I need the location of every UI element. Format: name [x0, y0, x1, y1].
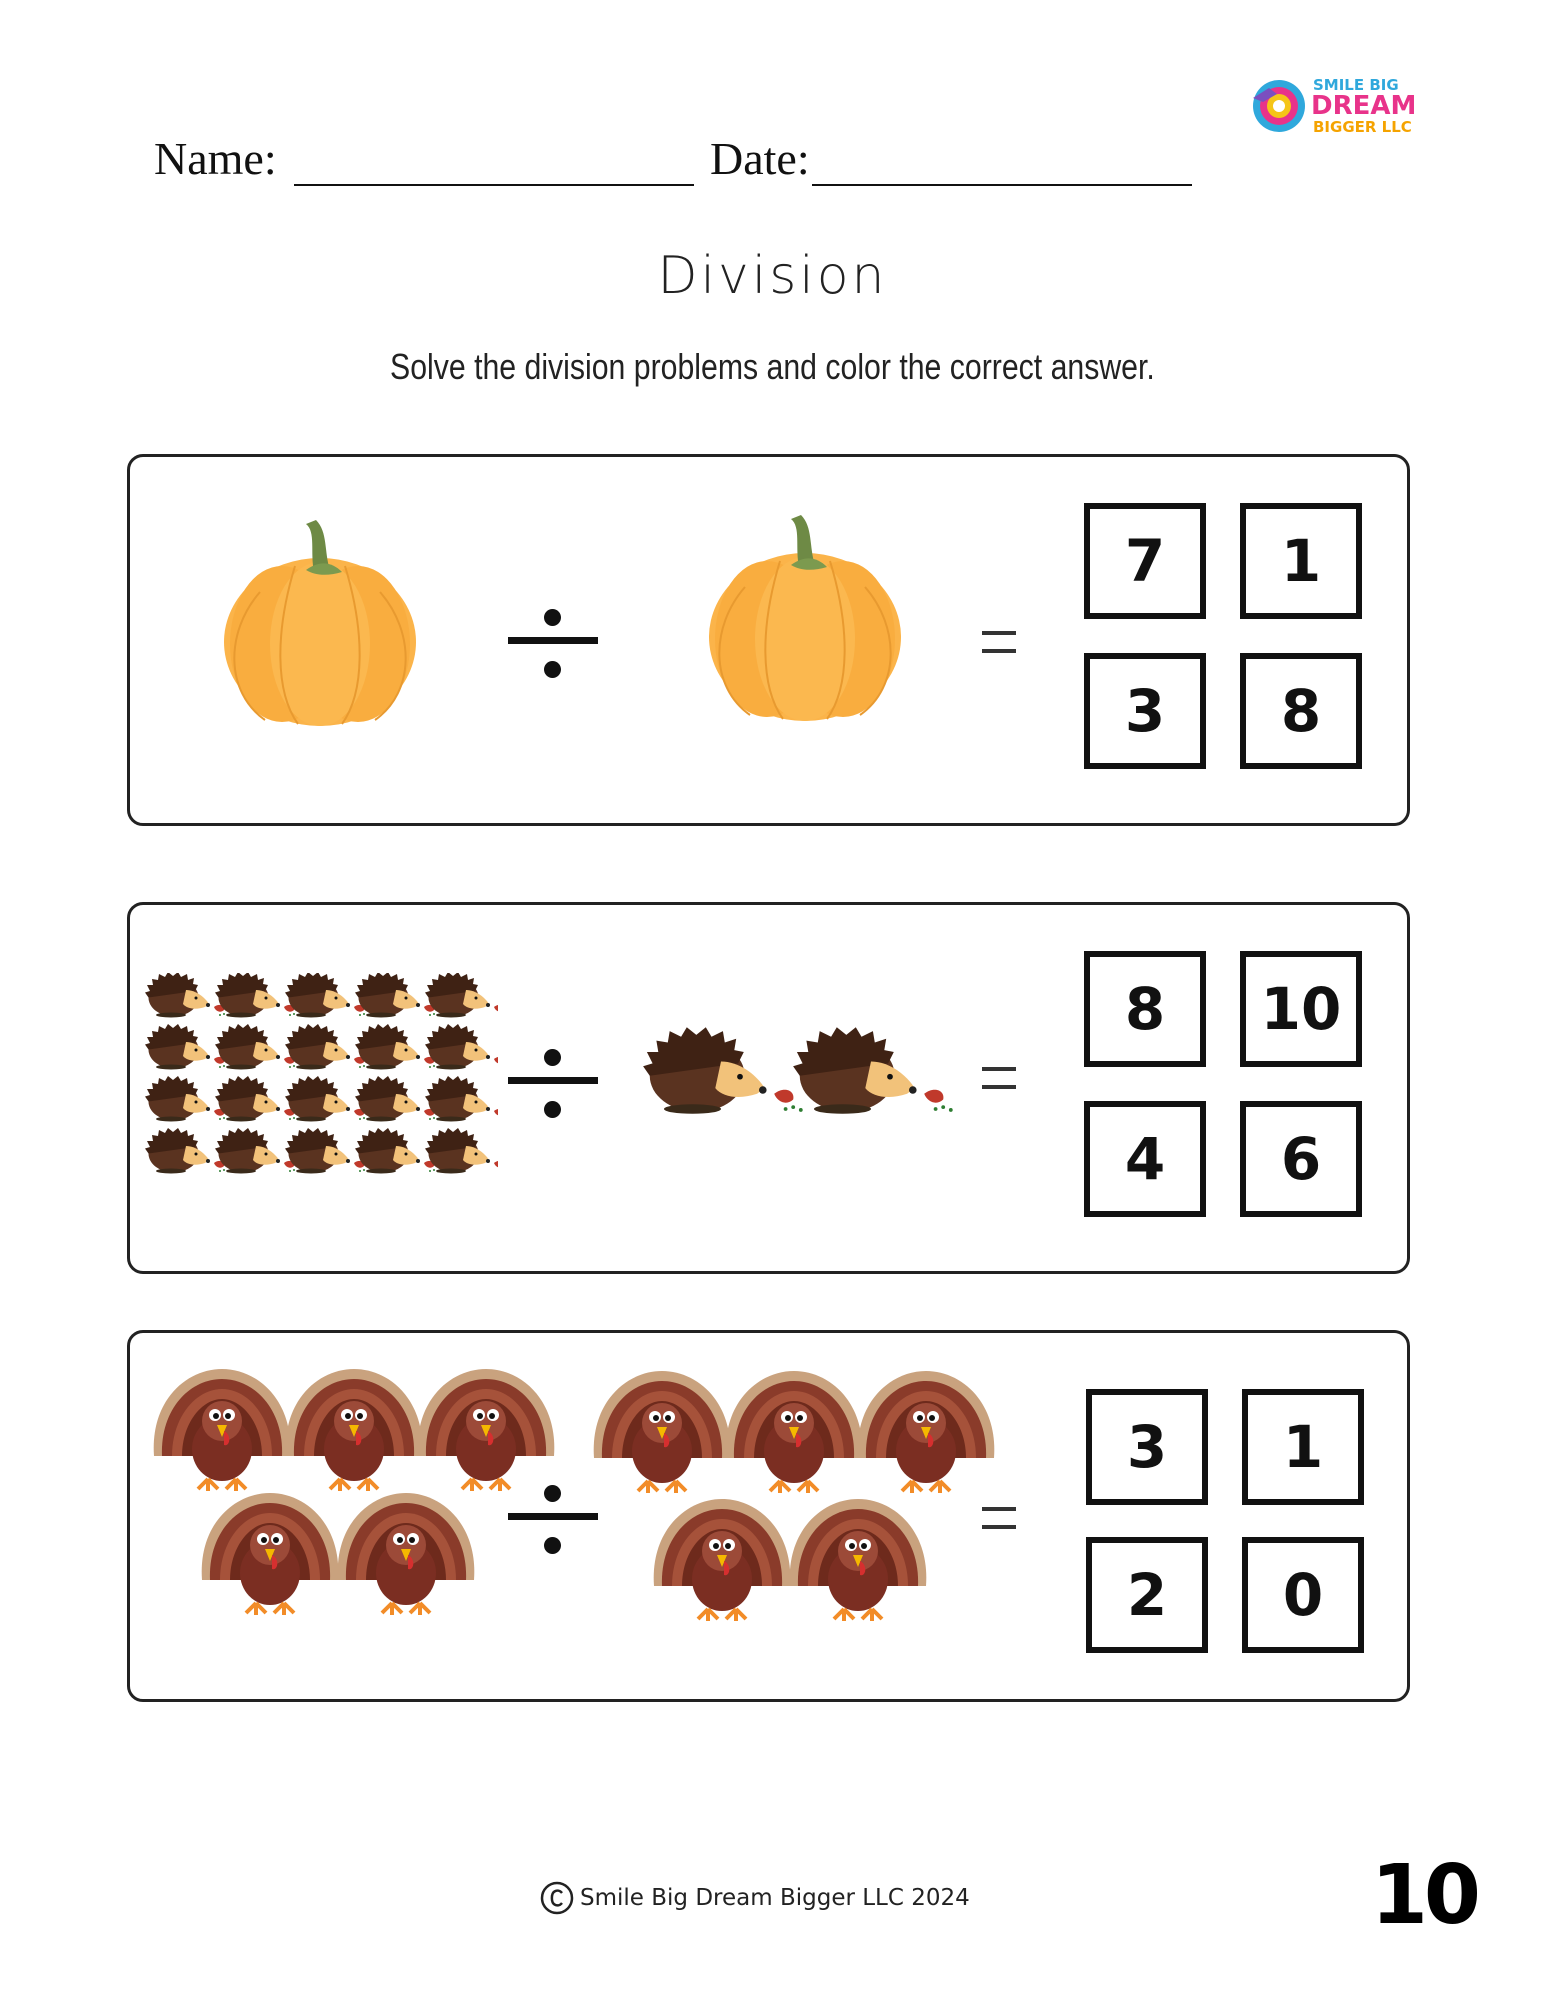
division-sign-icon [508, 1479, 598, 1555]
answer-choice[interactable]: 1 [1242, 1389, 1364, 1505]
name-date-row [154, 132, 1194, 192]
answer-choice[interactable]: 7 [1084, 503, 1206, 619]
problem-3 [127, 1330, 1410, 1702]
logo-line-1: SMILE BIG [1313, 76, 1399, 94]
answer-choice[interactable]: 8 [1240, 653, 1362, 769]
pumpkin-icon [215, 517, 425, 727]
footer [540, 1878, 970, 1918]
name-label: Name: [154, 133, 277, 184]
answer-choice[interactable]: 3 [1086, 1389, 1208, 1505]
equals-sign-icon [982, 1065, 1016, 1093]
turkey-group-icon [590, 1365, 1010, 1627]
problem-2 [127, 902, 1410, 1274]
company-logo [1247, 68, 1427, 140]
copyright-text: Smile Big Dream Bigger LLC 2024 [580, 1885, 970, 1911]
page-title: Division [657, 246, 888, 306]
page-number: 10 [1370, 1848, 1477, 1943]
pumpkin-icon [700, 512, 910, 722]
copyright-icon [540, 1881, 574, 1915]
answer-choice[interactable]: 6 [1240, 1101, 1362, 1217]
answer-choice[interactable]: 0 [1242, 1537, 1364, 1653]
answer-choice[interactable]: 10 [1240, 951, 1362, 1067]
logo-line-2: DREAM [1311, 91, 1417, 121]
date-label: Date: [710, 133, 810, 184]
answer-choice[interactable]: 3 [1084, 653, 1206, 769]
answer-choice[interactable]: 4 [1084, 1101, 1206, 1217]
answer-choice[interactable]: 1 [1240, 503, 1362, 619]
division-sign-icon [508, 1043, 598, 1119]
turkey-group-icon [150, 1363, 560, 1623]
name-field[interactable] [294, 184, 694, 186]
date-field[interactable] [812, 184, 1192, 186]
problem-1 [127, 454, 1410, 826]
instructions: Solve the division problems and color the correct answer. [390, 346, 1155, 387]
hedgehog-group-icon [138, 973, 498, 1181]
answer-choice[interactable]: 2 [1086, 1537, 1208, 1653]
logo-line-3: BIGGER LLC [1313, 118, 1412, 136]
equals-sign-icon [982, 1505, 1016, 1533]
hedgehog-pair-icon [640, 1025, 960, 1125]
answer-choice[interactable]: 8 [1084, 951, 1206, 1067]
equals-sign-icon [982, 629, 1016, 657]
division-sign-icon [508, 603, 598, 679]
